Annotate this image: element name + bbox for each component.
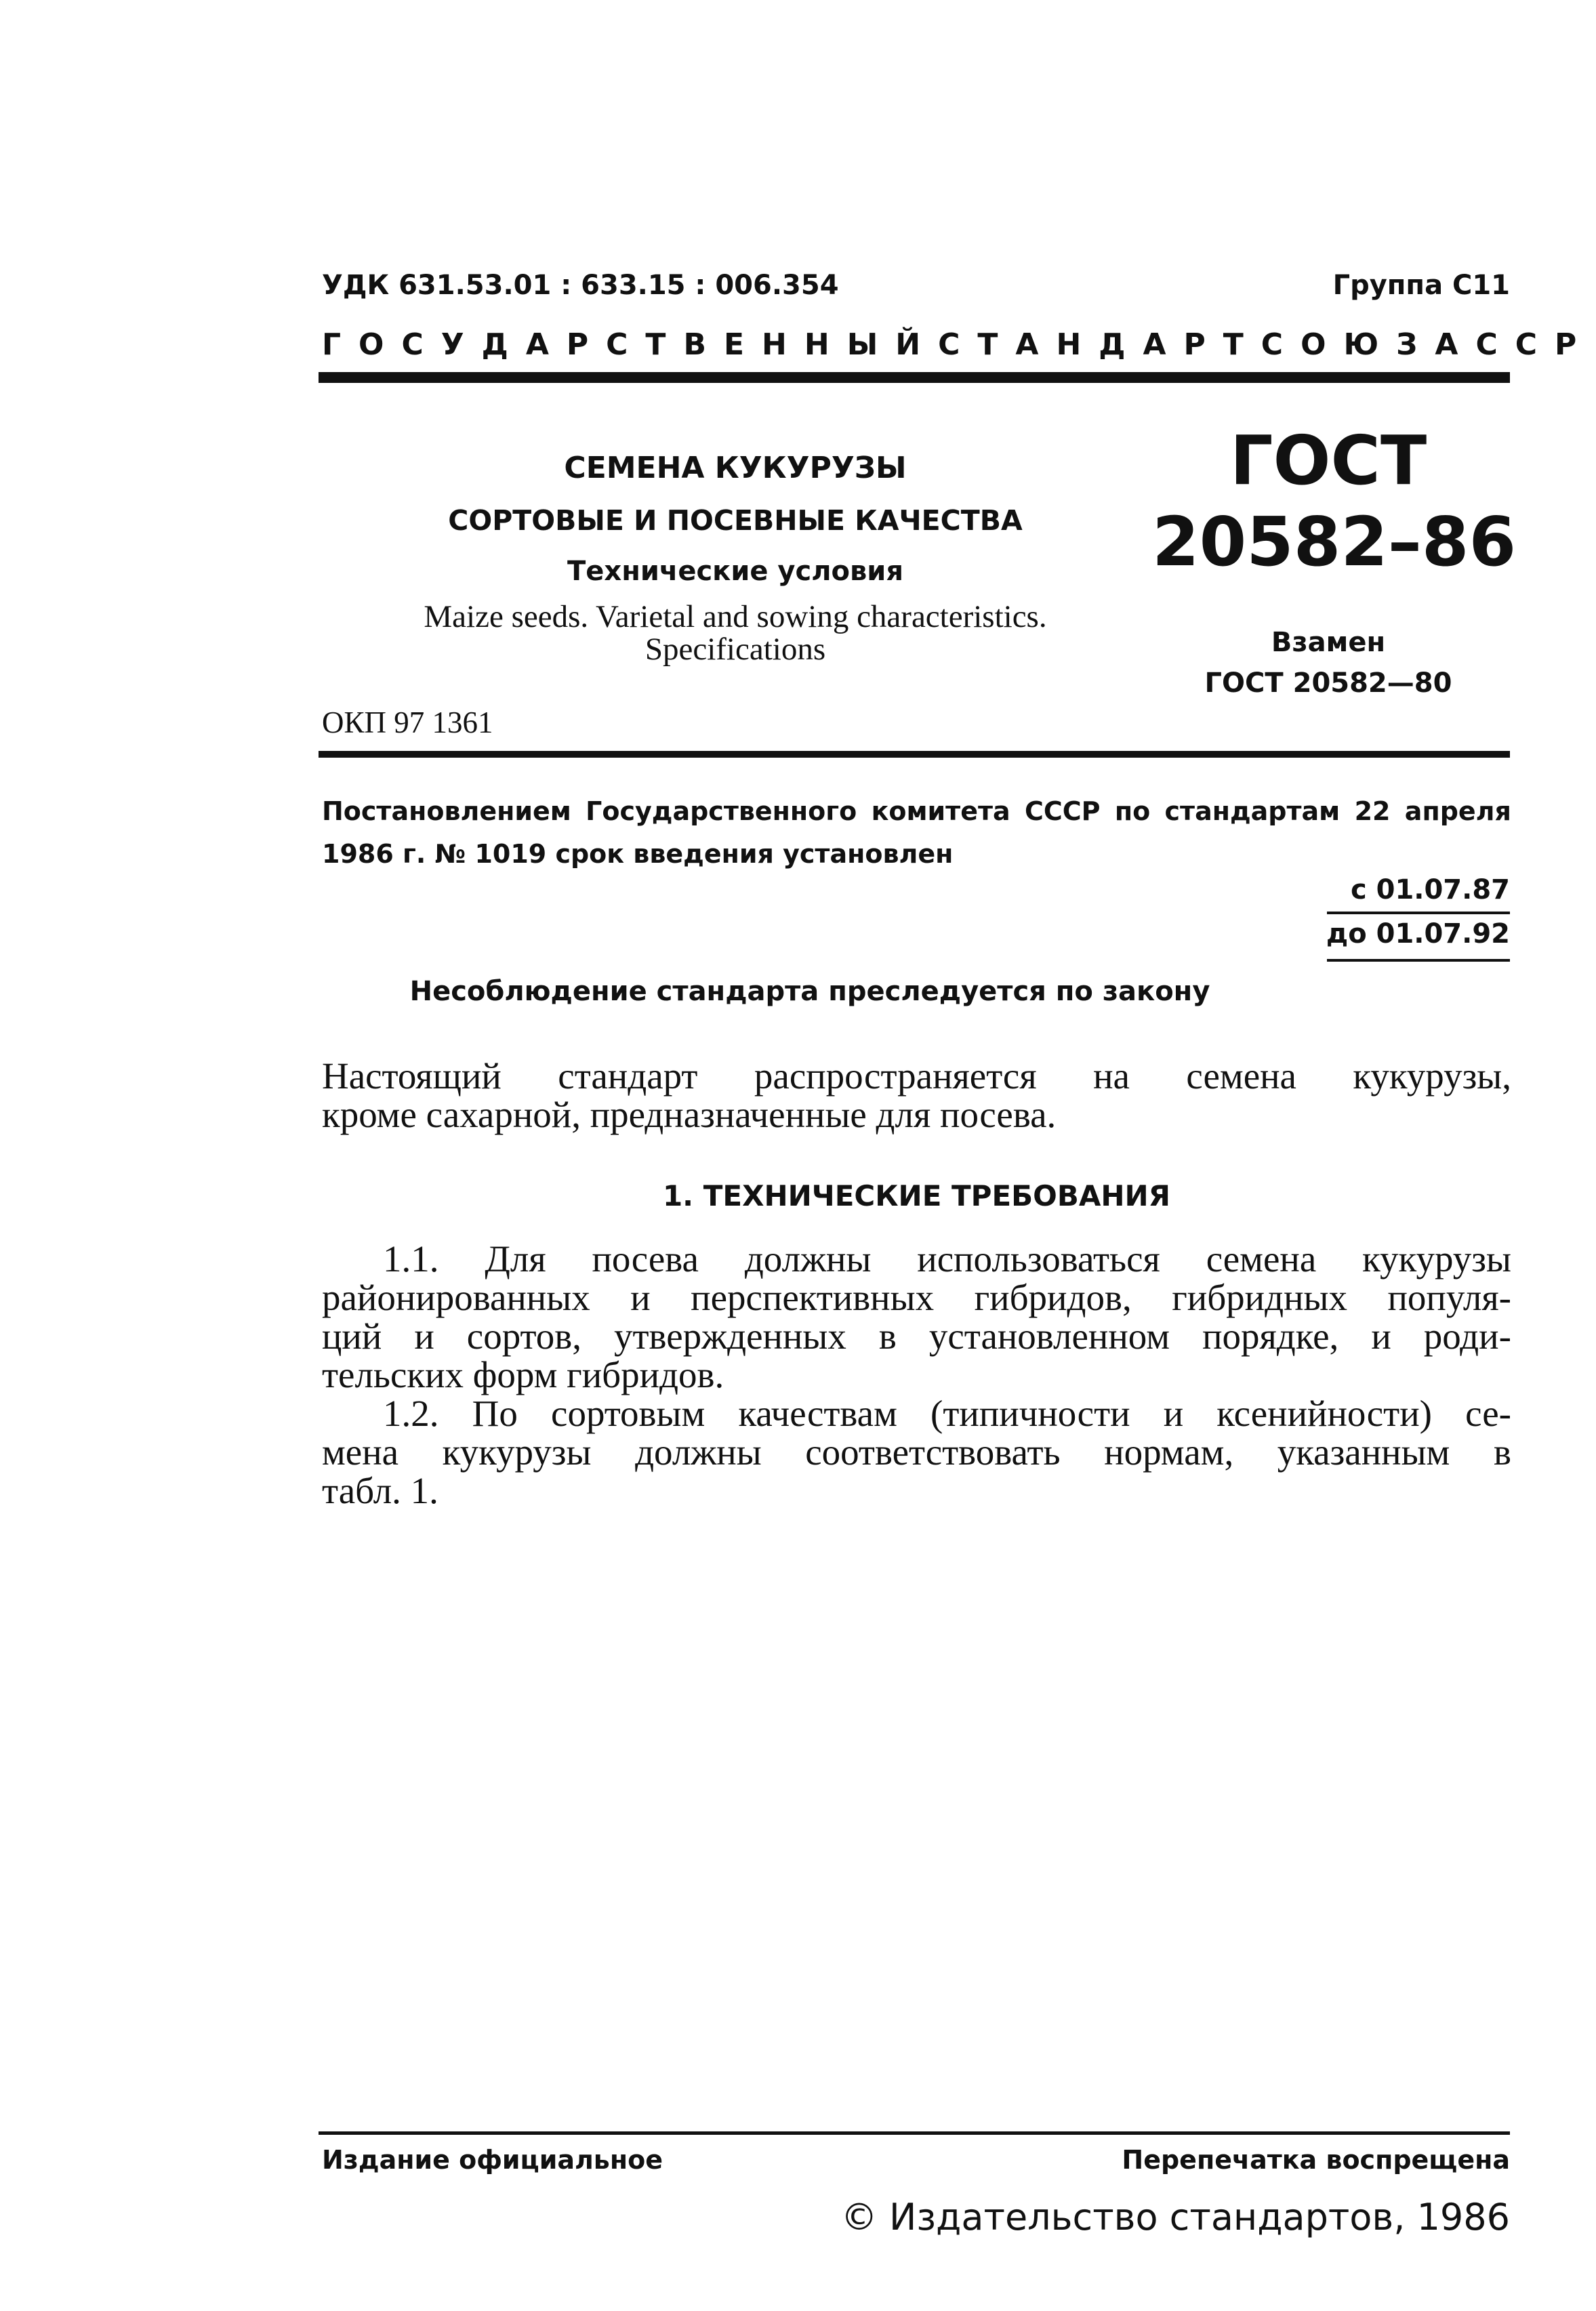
clause-word: ксенийности) [1216,1393,1432,1434]
clause-word: и [1371,1315,1391,1357]
title-line-3: Технические условия [567,556,903,587]
intro-word: на [1093,1055,1130,1097]
clause-word: соответствовать [805,1431,1061,1473]
clause-word: гибридных [1172,1277,1347,1318]
title-line-2: СОРТОВЫЕ И ПОСЕВНЫЕ КАЧЕСТВА [448,504,1023,537]
replaces-number: ГОСТ 20582—80 [1204,668,1452,699]
clause-1-1-line-3 [322,1317,1511,1355]
clause-1-2-line-3: табл. 1. [322,1470,438,1511]
clause-word: качествам [738,1393,897,1434]
clause-1-2-line-1 [322,1395,1511,1432]
intro-word: распространяется [754,1055,1037,1097]
clause-word: нормам, [1104,1431,1234,1473]
gost-number: 20582–86 [1152,502,1517,581]
clause-word: 1.1. [383,1238,439,1280]
banner-word: СОЮЗА [1261,327,1476,362]
clause-word: се- [1465,1393,1511,1434]
banner-word: ГОСУДАРСТВЕННЫЙ [322,327,939,362]
clause-word: По [472,1393,518,1434]
clause-word: и [1163,1393,1184,1434]
clause-1-2-line-2 [322,1433,1511,1471]
clause-word: должны [635,1431,762,1473]
footer-rule [319,2131,1510,2135]
date-underline [1327,912,1510,914]
clause-word: указанным [1277,1431,1450,1473]
clause-word: утвержденных [614,1315,846,1357]
okp-code: ОКП 97 1361 [322,705,493,739]
clause-word: кукурузы [1362,1238,1511,1280]
banner-word: СТАНДАРТ [938,327,1261,362]
clause-1-1-line-2 [322,1279,1511,1316]
decree-word: Постановлением [322,796,571,826]
intro-line-1 [322,1057,1511,1095]
clause-word: сортов, [466,1315,581,1357]
clause-1-1-line-1 [322,1238,1511,1280]
clause-word: в [1493,1431,1511,1473]
banner-word: ССР [1475,327,1595,362]
udk-code: УДК 631.53.01 : 633.15 : 006.354 [322,270,839,301]
clause-word: использоваться [917,1238,1160,1280]
clause-word: и [630,1277,651,1318]
title-block [325,451,1145,666]
date-underline [1327,959,1510,962]
decree-word: комитета [871,796,1010,826]
copyright-notice: © Издательство стандартов, 1986 [840,2196,1510,2238]
clause-word: и [414,1315,434,1357]
decree-word: 22 [1354,796,1391,826]
reprint-prohibited-label: Перепечатка воспрещена [1122,2145,1510,2175]
clause-word: семена [1206,1238,1317,1280]
title-line-1: СЕМЕНА КУКУРУЗЫ [564,451,907,485]
decree-line-1 [322,796,1511,826]
section-rule [319,751,1510,758]
clause-1-1-line-4: тельских форм гибридов. [322,1354,724,1395]
section-heading: 1. ТЕХНИЧЕСКИЕ ТРЕБОВАНИЯ [662,1179,1171,1212]
state-standard-banner [322,327,1595,362]
clause-word: порядке, [1202,1315,1339,1357]
replaces-label: Взамен [1271,627,1386,658]
decree-word: апреля [1404,796,1511,826]
clause-word: (типичности [930,1393,1130,1434]
clause-word: районированных [322,1277,590,1318]
official-edition-label: Издание официальное [322,2145,663,2175]
english-title-line-1: Maize seeds. Varietal and sowing characteristics. [424,599,1047,634]
decree-word: СССР [1024,796,1101,826]
clause-word: установленном [928,1315,1170,1357]
clause-word: сортовым [551,1393,705,1434]
english-title-line-2: Specifications [644,632,826,667]
clause-word: роди- [1423,1315,1511,1357]
clause-word: перспективных [691,1277,935,1318]
clause-word: мена [322,1431,399,1473]
clause-word: популя- [1387,1277,1511,1318]
clause-word: гибридов, [974,1277,1132,1318]
clause-word: кукурузы [442,1431,592,1473]
intro-word: кукурузы, [1353,1055,1511,1097]
gost-label: ГОСТ [1229,421,1427,500]
clause-word: в [878,1315,897,1357]
decree-line-2: 1986 г. № 1019 срок введения установлен [322,839,954,869]
clause-word: должны [744,1238,872,1280]
clause-word: 1.2. [383,1393,439,1434]
law-notice: Несоблюдение стандарта преследуется по закону [409,976,1210,1007]
decree-word: по [1114,796,1151,826]
clause-word: ций [322,1315,382,1357]
intro-line-2: кроме сахарной, предназначенные для посева. [322,1094,1057,1135]
clause-word: посева [592,1238,699,1280]
decree-word: стандартам [1164,796,1341,826]
group-code: Группа С11 [1332,270,1510,301]
clause-word: Для [485,1238,546,1280]
header-rule [319,372,1510,383]
intro-word: Настоящий [322,1055,502,1097]
intro-word: стандарт [558,1055,698,1097]
effective-date-to: до 01.07.92 [1326,918,1510,949]
effective-date-from: с 01.07.87 [1350,874,1510,905]
decree-word: Государственного [586,796,857,826]
intro-word: семена [1186,1055,1296,1097]
